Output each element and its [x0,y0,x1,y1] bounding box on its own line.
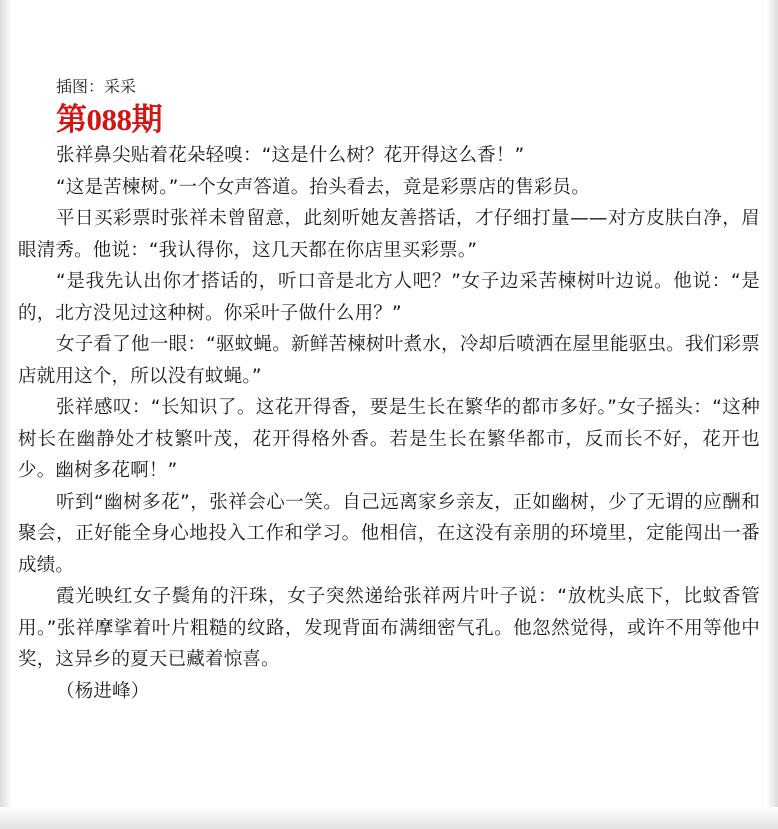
paragraph: “是我先认出你才搭话的，听口音是北方人吧？”女子边采苦楝树叶边说。他说：“是的，北方没见过这种树。你采叶子做什么用？” [18,271,760,324]
paragraph: 张祥感叹：“长知识了。这花开得香，要是生长在繁华的都市多好。”女子摇头：“这种树长在幽静处才枝繁叶茂，花开得格外香。若是生长在繁华都市，反而长不好，花开也少。幽树多花啊！” [18,397,760,481]
paragraph: “这是苦楝树。”一个女声答道。抬头看去，竟是彩票店的售彩员。 [56,176,590,198]
paragraph: 霞光映红女子鬓角的汗珠，女子突然递给张祥两片叶子说：“放枕头底下，比蚊香管用。”张祥摩挲着叶片粗糙的纹路，发现背面布满细密气孔。他忽然觉得，或许不用等他中奖，这异乡的夏天已藏着惊喜。 [18,586,760,670]
page-edge-shadow-right [766,0,778,829]
page-edge-shadow-left [0,0,12,829]
paragraph: 女子看了他一眼：“驱蚊蝇。新鲜苦楝树叶煮水，冷却后喷洒在屋里能驱虫。我们彩票店就用这个，所以没有蚊蝇。” [18,334,760,387]
author-signature: （杨进峰） [56,680,150,702]
article [18,74,760,707]
paragraph: 平日买彩票时张祥未曾留意，此刻听她友善搭话，才仔细打量——对方皮肤白净，眉眼清秀。他说：“我认得你，这几天都在你店里买彩票。” [18,208,760,261]
issue-title: 第088期 [56,102,162,137]
paragraph: 听到“幽树多花”，张祥会心一笑。自己远离家乡亲友，正如幽树，少了无谓的应酬和聚会，正好能全身心地投入工作和学习。他相信，在这没有亲朋的环境里，定能闯出一番成绩。 [18,491,760,576]
paragraph: 张祥鼻尖贴着花朵轻嗅：“这是什么树？花开得这么香！” [56,145,525,166]
article-body [18,140,760,707]
illustration-credit: 插图：采采 [56,77,137,96]
page-bottom-shadow [0,807,778,829]
